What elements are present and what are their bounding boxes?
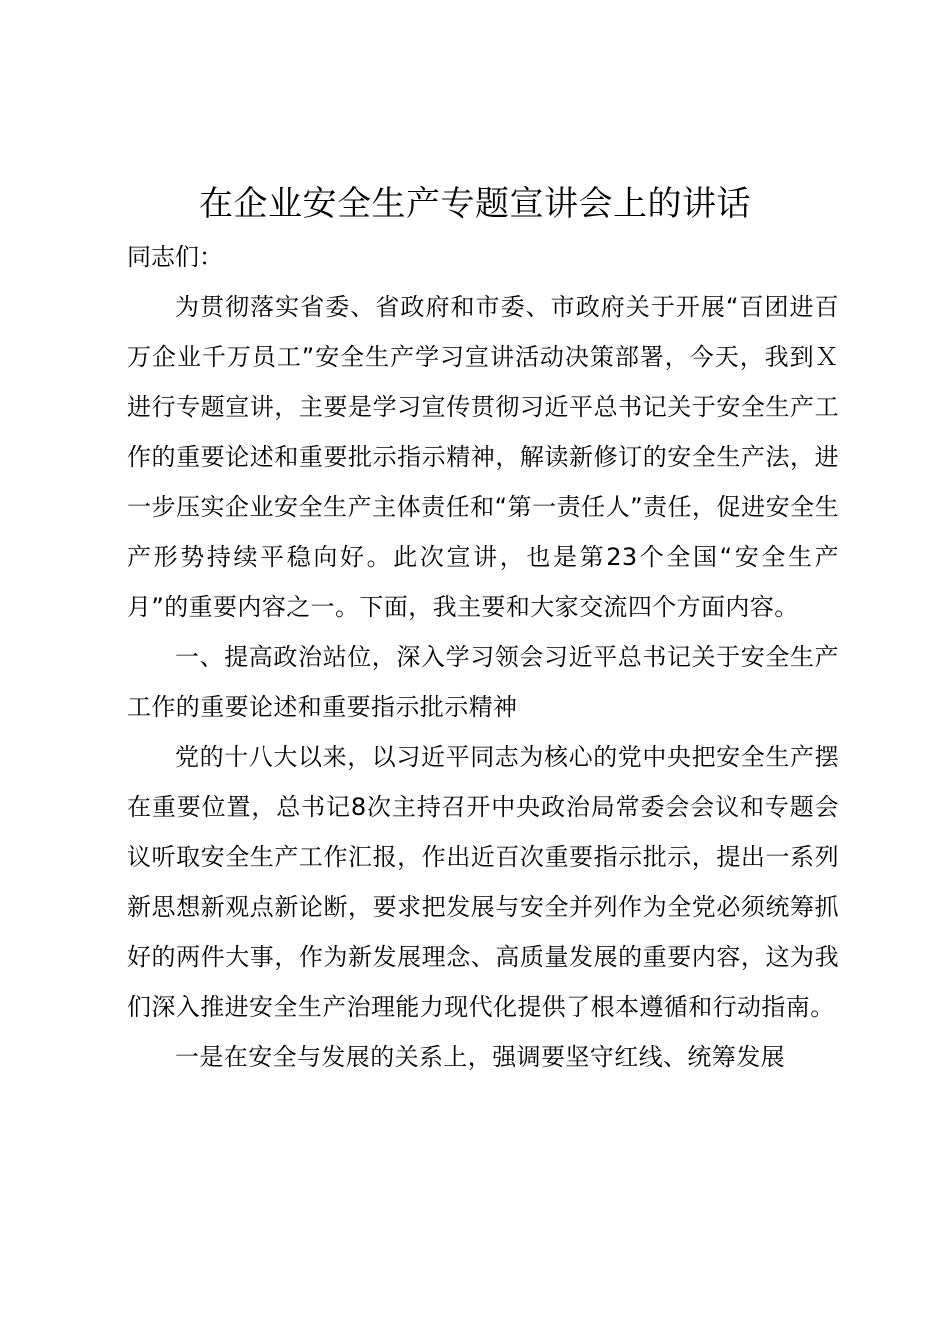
paragraph-background: 党的十八大以来，以习近平同志为核心的党中央把安全生产摆在重要位置，总书记8次主持召开中央政治局常委会会议和专题会议听取安全生产工作汇报，作出近百次重要指示批示，提出一系列新思想新观点新论断，要求把发展与安全并列作为全党必须统筹抓好的两件大事，作为新发展理念、高质量发展的重要内容，这为我们深入推进安全生产治理能力现代化提供了根本遵循和行动指南。 [127, 743, 839, 1021]
section-heading-one: 一、提高政治站位，深入学习领会习近平总书记关于安全生产工作的重要论述和重要指示批示精神 [127, 643, 839, 721]
paragraph-intro: 为贯彻落实省委、省政府和市委、市政府关于开展“百团进百万企业千万员工”安全生产学习宣讲活动决策部署，今天，我到Ｘ进行专题宣讲，主要是学习宣传贯彻习近平总书记关于安全生产工作的重要论述和重要批示指示精神，解读新修订的安全生产法，进一步压实企业安全生产主体责任和“第一责任人”责任，促进安全生产形势持续平稳向好。此次宣讲，也是第23个全国“安全生产月”的重要内容之一。下面，我主要和大家交流四个方面内容。 [127, 293, 839, 621]
document-title: 在企业安全生产专题宣讲会上的讲话 [199, 184, 751, 224]
paragraph-point-one: 一是在安全与发展的关系上，强调要坚守红线、统筹发展 [175, 1043, 785, 1071]
document-body [127, 232, 839, 1082]
salutation: 同志们： [127, 243, 223, 271]
